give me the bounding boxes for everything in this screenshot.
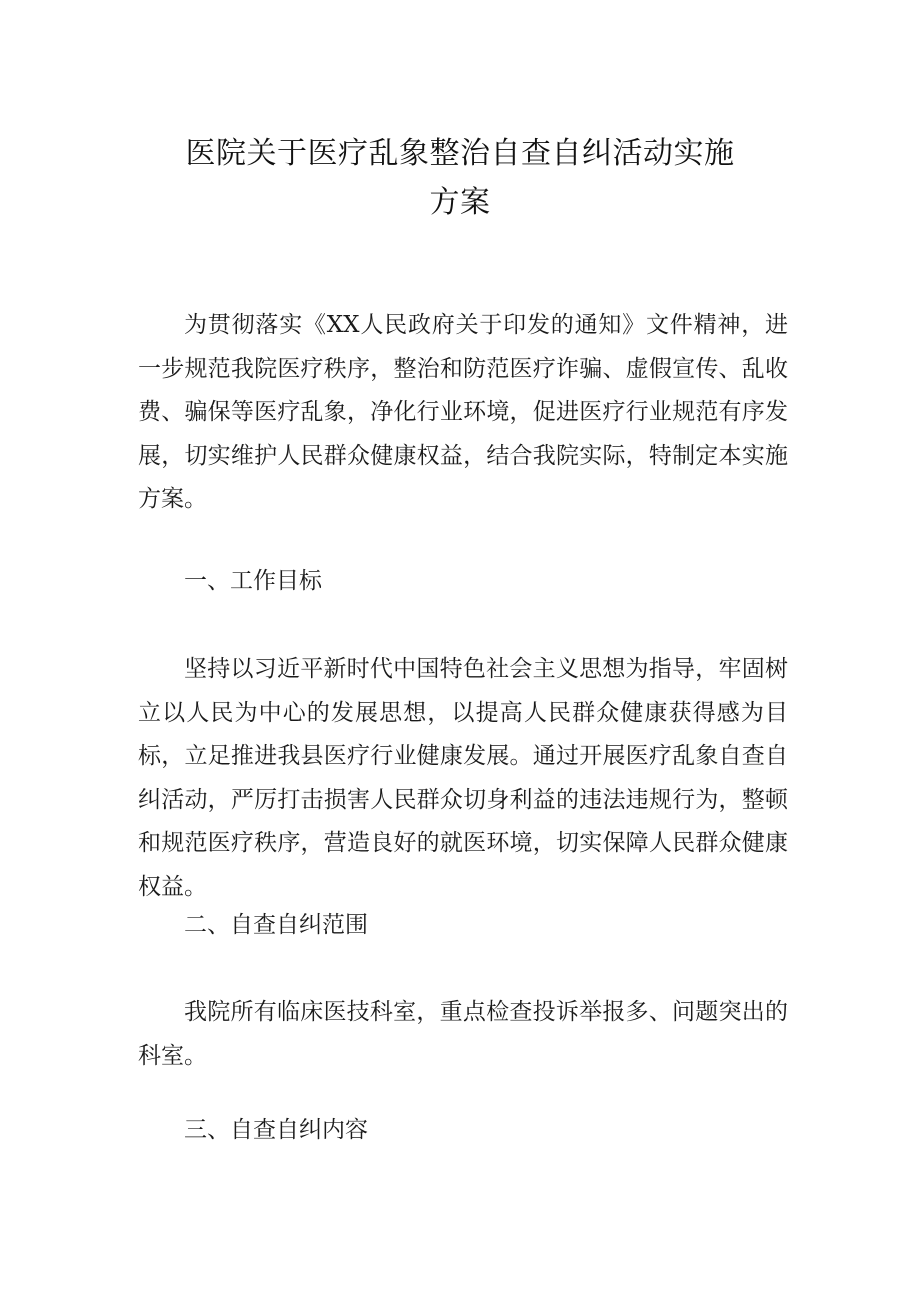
intro-paragraph: 为贯彻落实《XX人民政府关于印发的通知》文件精神，进一步规范我院医疗秩序，整治和防范医疗诈骗、虚假宣传、乱收费、骗保等医疗乱象，净化行业环境，促进医疗行业规范有序发展，切实维护人民群众健康权益，结合我院实际，特制定本实施方案。 (138, 312, 788, 512)
document-title-line-2: 方案 (429, 185, 491, 220)
section-heading-content: 三、自查自纠内容 (184, 1117, 368, 1143)
document-title-line-1: 医院关于医疗乱象整治自查自纠活动实施 (185, 136, 735, 171)
section-heading-scope: 二、自查自纠范围 (184, 912, 368, 938)
section-body-goals: 坚持以习近平新时代中国特色社会主义思想为指导，牢固树立以人民为中心的发展思想，以提高人民群众健康获得感为目标，立足推进我县医疗行业健康发展。通过开展医疗乱象自查自纠活动，严厉打击损害人民群众切身利益的违法违规行为，整顿和规范医疗秩序，营造良好的就医环境，切实保障人民群众健康权益。 (138, 656, 788, 900)
section-body-scope: 我院所有临床医技科室，重点检查投诉举报多、问题突出的科室。 (138, 999, 788, 1069)
section-heading-goals: 一、工作目标 (184, 568, 322, 594)
